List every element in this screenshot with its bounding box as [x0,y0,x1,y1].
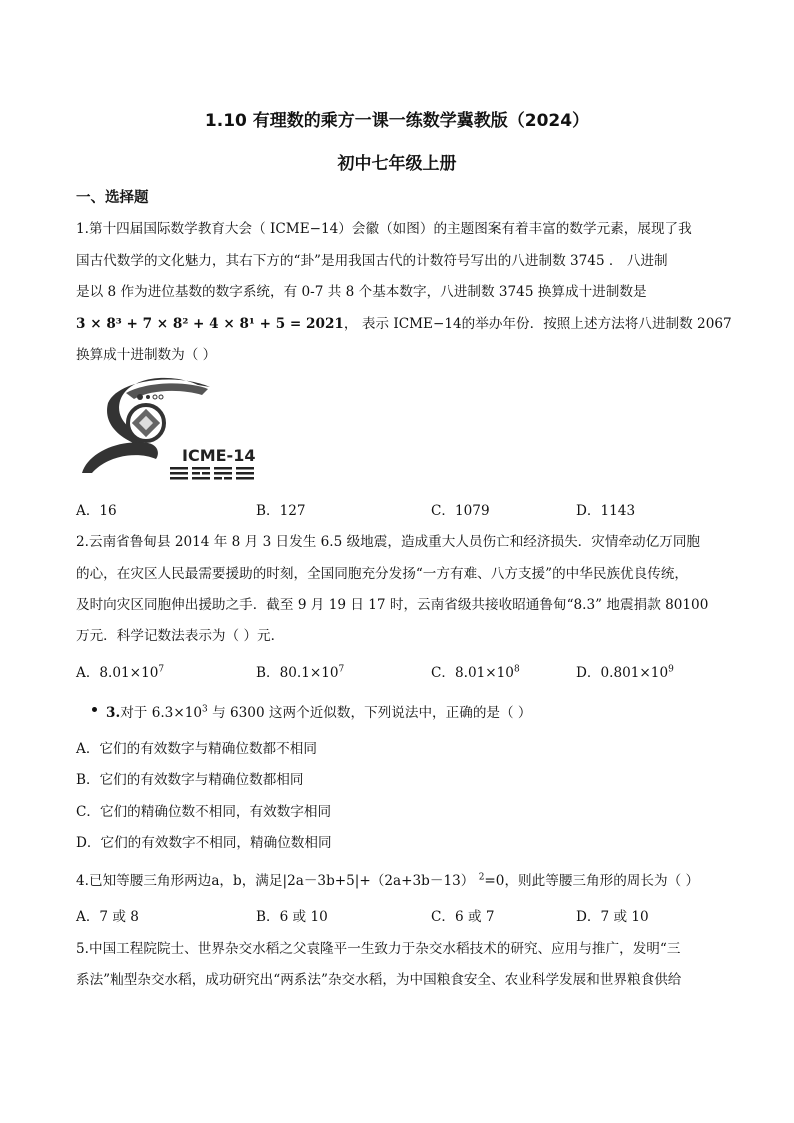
icme-logo-text: ICME-14 [182,446,256,465]
q2-text-line: 的心，在灾区人民最需要援助的时刻，全国同胞充分发扬“一方有难、八方支援”的中华民族优良传统， [76,566,689,582]
q4-stem: 4.已知等腰三角形两边a，b，满足|2a－3b+5|+（2a+3b－13） $^2$=0，则此等腰三角形的周长为（ ） [76,872,700,889]
q1-text-line: 换算成十进制数为（ ） [76,347,217,363]
q1-option-d[interactable]: D．1143 [576,503,636,519]
q2-text-line: 万元．科学记数法表示为（ ）元． [76,628,285,644]
q2-text-line: 及时向灾区同胞伸出援助之手．截至 9 月 19 日 17 时，云南省级共接收昭通鲁甸“8.3” 地震捐款 80100 [76,597,709,613]
q5-text-line: 5.中国工程院院士、世界杂交水稻之父袁隆平一生致力于杂交水稻技术的研究、应用与推广，发明“三 [76,941,681,957]
q3-option-a[interactable]: A．它们的有效数字与精确位数都不相同 [76,741,317,757]
q1-option-c[interactable]: C．1079 [431,503,490,519]
q1-text-line: 国古代数学的文化魅力，其右下方的“卦”是用我国古代的计数符号写出的八进制数 3745 ． 八进制 [76,253,668,269]
q2-option-d[interactable]: D．$0.801\times 10^9$ [576,664,674,681]
q1-formula-line [76,312,732,332]
q2-option-a[interactable]: A．$8.01\times 10^7$ [76,664,165,681]
q2-option-c[interactable]: C．$8.01\times 10^8$ [431,664,520,681]
q1-option-b[interactable]: B．127 [256,503,306,519]
icme-logo-image [78,373,268,483]
q1-formula-tail: ， 表示 ICME−14的举办年份．按照上述方法将八进制数 2067 [343,316,732,332]
q3-option-c[interactable]: C．它们的精确位数不相同，有效数字相同 [76,804,332,820]
q1-option-a[interactable]: A．16 [76,503,117,519]
q4-option-c[interactable]: C．6 或 7 [431,909,495,925]
q1-text-line: 是以 8 作为进位基数的数字系统，有 0-7 共 8 个基本数字，八进制数 3745 换算成十进制数是 [76,284,647,300]
q4-option-d[interactable]: D．7 或 10 [576,909,649,925]
list-bullet [92,707,97,712]
document-subtitle: 初中七年级上册 [337,154,457,174]
q4-option-a[interactable]: A．7 或 8 [76,909,139,925]
q3-option-d[interactable]: D．它们的有效数字不相同，精确位数相同 [76,835,332,851]
q5-text-line: 系法”籼型杂交水稻，成功研究出“两系法”杂交水稻，为中国粮食安全、农业科学发展和世界粮食供给 [76,972,682,988]
q3-option-b[interactable]: B．它们的有效数字与精确位数都相同 [76,772,304,788]
q1-formula: 3 × 8³ + 7 × 8² + 4 × 8¹ + 5 = 2021 [76,316,344,332]
q3-stem: 3.对于 $6.3\times 10^3$ 与 6300 这两个近似数，下列说法中，正确的是（ ） [106,704,532,721]
document-title: 1.10 有理数的乘方一课一练数学冀教版（2024） [204,111,590,131]
q1-text-line: 1.第十四届国际数学教育大会（ ICME−14）会徽（如图）的主题图案有着丰富的数学元素，展现了我 [76,221,692,237]
q4-option-b[interactable]: B．6 或 10 [256,909,328,925]
q2-text-line: 2.云南省鲁甸县 2014 年 8 月 3 日发生 6.5 级地震，造成重大人员伤亡和经济损失．灾情牵动亿万同胞 [76,534,701,550]
section-heading: 一、选择题 [76,190,149,206]
q2-option-b[interactable]: B．$80.1\times 10^7$ [256,664,345,681]
